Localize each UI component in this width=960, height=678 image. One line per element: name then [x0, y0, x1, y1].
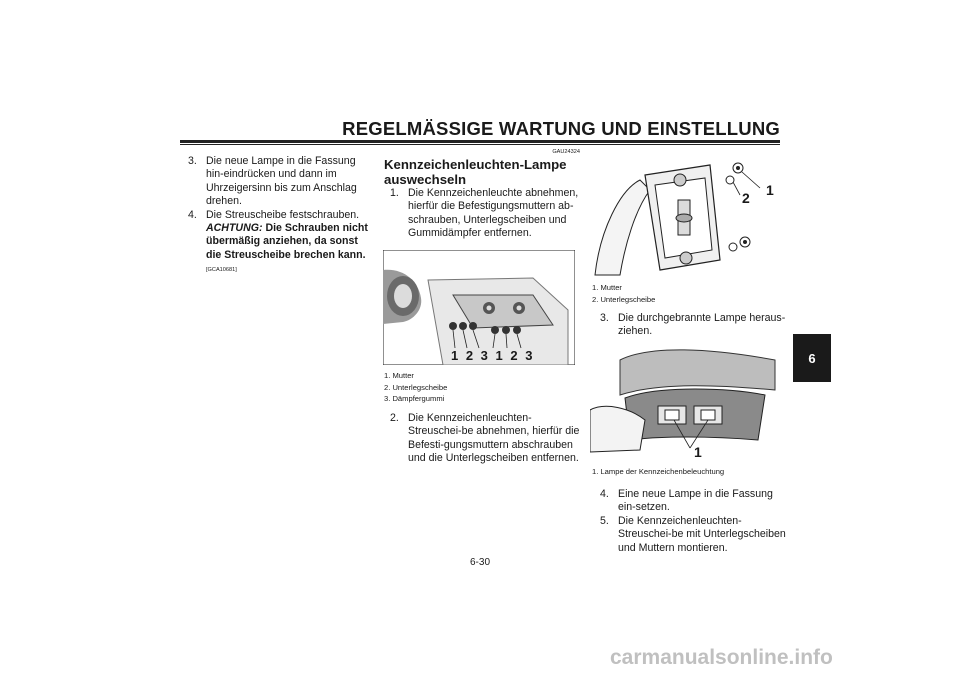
step-text: Die Kennzeichenleuchten-Streuschei-be abnehmen, hierfür die Befesti-gungsmuttern abschrauben und die Unterlegscheiben entfernen. [408, 412, 580, 465]
warning-text: Die Schrauben nicht übermäßig anziehen, da sonst die Streuscheibe brechen kann. [206, 222, 368, 261]
page-header-title: REGELMÄSSIGE WARTUNG UND EINSTELLUNG [342, 118, 780, 139]
legend-item: 2. Unterlegscheibe [592, 294, 656, 304]
figure-3-callout-1: 1 [694, 444, 702, 460]
steps-4-5-right [600, 488, 788, 555]
figure-2-callout-2: 2 [742, 190, 750, 206]
section-code: GAU24324 [552, 149, 580, 155]
step-3-left [188, 155, 374, 209]
step-4-left [188, 209, 374, 278]
step-text: Die neue Lampe in die Fassung hin-eindrücken und dann im Uhrzeigersinn bis zum Anschlag drehen. [206, 155, 357, 208]
chapter-tab[interactable]: 6 [793, 334, 831, 382]
left-column [188, 155, 374, 278]
watermark[interactable]: carmanualsonline.info [610, 646, 833, 669]
step-number: 3. [188, 155, 197, 167]
figure-3-legend [592, 466, 724, 478]
middle-column [384, 148, 580, 241]
warning-label: ACHTUNG: [206, 222, 263, 235]
legend-item: 2. Unterlegscheibe [384, 382, 448, 392]
figure-1-legend [384, 370, 447, 405]
step-1 [390, 187, 580, 241]
step-number: 1. [390, 187, 399, 199]
figure-license-light-mounting [383, 250, 575, 365]
step-number: 3. [600, 312, 609, 324]
step-text: Die Kennzeichenleuchte abnehmen, hierfür die Befestigungsmuttern ab-schrauben, Unterlegscheiben und Gummidämpfer entfernen. [408, 187, 579, 240]
step-text: Eine neue Lampe in die Fassung ein-setzen. [618, 488, 773, 514]
figure-2-legend [592, 282, 655, 305]
warning-code: [GCA10681] [206, 267, 237, 274]
step-text: Die Streuscheibe festschrauben. [206, 208, 360, 221]
legend-item: 1. Mutter [384, 371, 414, 380]
figure-lens-removal [590, 150, 780, 278]
page-number: 6-30 [470, 557, 491, 568]
step-number: 5. [600, 514, 609, 527]
step-number: 2. [390, 412, 399, 424]
step-text: Die Kennzeichenleuchten-Streuschei-be mit Unterlegscheiben und Muttern montieren. [618, 514, 786, 554]
section-title: Kennzeichenleuchten-Lampe auswechseln [384, 157, 567, 187]
header-rule [180, 140, 780, 143]
legend-item: 3. Dämpfergummi [384, 394, 445, 403]
figure-1-callouts: 1 2 3 1 2 3 [451, 348, 535, 363]
step-text: Die durchgebrannte Lampe heraus-ziehen. [618, 312, 786, 338]
step-number: 4. [600, 488, 609, 500]
step-2 [390, 412, 580, 466]
step-3-right [600, 312, 786, 339]
figure-bulb-removal [590, 340, 780, 462]
header-rule-thin [180, 144, 780, 145]
step-number: 4. [188, 208, 197, 221]
figure-2-callout-1: 1 [766, 182, 774, 198]
legend-item: 1. Lampe der Kennzeichenbeleuchtung [592, 467, 725, 476]
legend-item: 1. Mutter [592, 283, 622, 292]
